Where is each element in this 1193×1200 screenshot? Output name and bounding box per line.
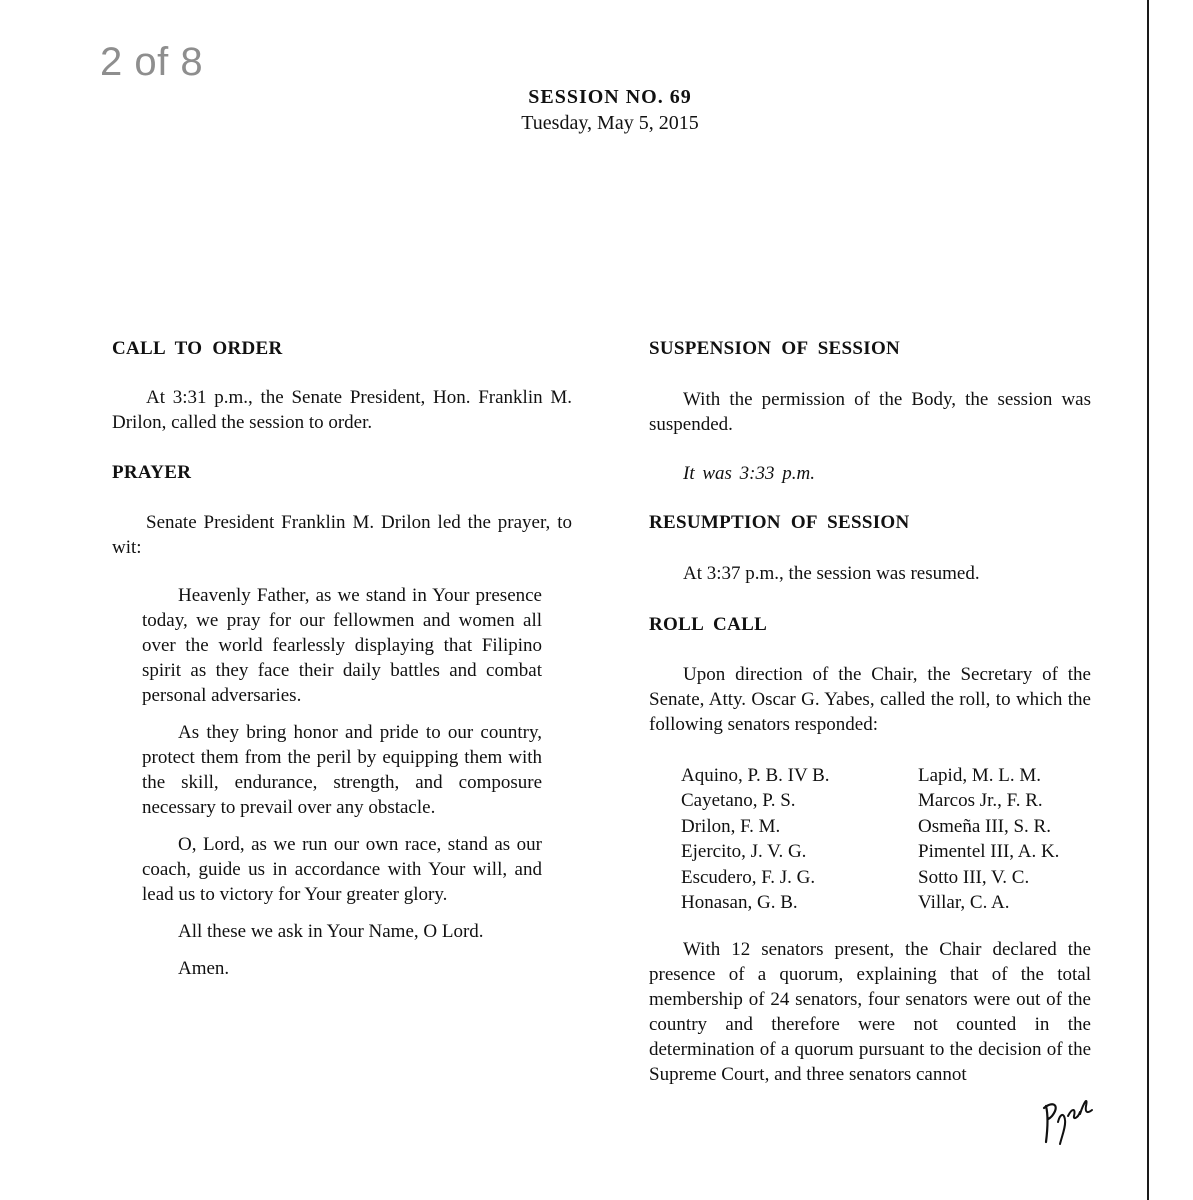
left-column bbox=[112, 336, 572, 981]
suspension-heading: SUSPENSION OF SESSION bbox=[649, 338, 901, 359]
senator-name: Ejercito, J. V. G. bbox=[681, 841, 807, 863]
senator-name: Osmeña III, S. R. bbox=[918, 815, 1051, 837]
senator-name: Marcos Jr., F. R. bbox=[918, 790, 1043, 812]
prayer-paragraph: All these we ask in Your Name, O Lord. bbox=[178, 921, 484, 942]
prayer-heading: PRAYER bbox=[112, 462, 192, 483]
suspension-text: With the permission of the Body, the session was suspended. bbox=[649, 389, 1091, 435]
senator-list-right bbox=[918, 763, 1059, 915]
prayer-closing: Amen. bbox=[178, 958, 230, 979]
prayer-paragraph: O, Lord, as we run our own race, stand as our coach, guide us in accordance with Your will, and lead us to victory for Your greater glory. bbox=[142, 834, 542, 905]
page-indicator: 2 of 8 bbox=[100, 40, 204, 84]
suspension-time: It was 3:33 p.m. bbox=[683, 463, 815, 484]
next-page-edge bbox=[1147, 0, 1193, 1200]
senator-name: Drilon, F. M. bbox=[681, 815, 781, 837]
call-to-order-heading: CALL TO ORDER bbox=[112, 338, 283, 359]
prayer-paragraph: As they bring honor and pride to our country, protect them from the peril by equipping them with the skill, endurance, strength, and composure necessary to prevail over any obstacle. bbox=[142, 722, 542, 818]
prayer-paragraph: Heavenly Father, as we stand in Your presence today, we pray for our fellowmen and women all over the world fearlessly displaying that Filipino spirit as they face their daily battles and combat personal adversaries. bbox=[142, 585, 542, 706]
prayer-intro: Senate President Franklin M. Drilon led the prayer, to wit: bbox=[112, 512, 572, 558]
senator-name: Lapid, M. L. M. bbox=[918, 765, 1041, 786]
handwritten-initials bbox=[1040, 1092, 1096, 1150]
call-to-order-text: At 3:31 p.m., the Senate President, Hon. Franklin M. Drilon, called the session to order. bbox=[112, 387, 572, 433]
senator-name: Pimentel III, A. K. bbox=[918, 841, 1060, 863]
senator-name: Honasan, G. B. bbox=[681, 892, 798, 914]
senator-list-left bbox=[681, 763, 918, 915]
right-column bbox=[649, 336, 1091, 1087]
roll-call-text: Upon direction of the Chair, the Secretary of the Senate, Atty. Oscar G. Yabes, called the roll, to which the following senators responded: bbox=[649, 664, 1091, 735]
senator-name: Cayetano, P. S. bbox=[681, 790, 796, 812]
resumption-heading: RESUMPTION OF SESSION bbox=[649, 512, 910, 533]
session-title: SESSION NO. 69 bbox=[528, 86, 692, 108]
senator-roster bbox=[681, 763, 1091, 915]
session-date: Tuesday, May 5, 2015 bbox=[521, 112, 699, 134]
senator-name: Escudero, F. J. G. bbox=[681, 866, 816, 888]
resumption-text: At 3:37 p.m., the session was resumed. bbox=[683, 563, 980, 584]
senator-name: Sotto III, V. C. bbox=[918, 866, 1030, 888]
senator-name: Villar, C. A. bbox=[918, 892, 1010, 914]
quorum-text: With 12 senators present, the Chair declared the presence of a quorum, explaining that of the total membership of 24 senators, four senators were out of the country and therefore were not counted in the determination of a quorum pursuant to the decision of the Supreme Court, and three senators cannot bbox=[649, 939, 1091, 1086]
roll-call-heading: ROLL CALL bbox=[649, 614, 768, 635]
senator-name: Aquino, P. B. IV B. bbox=[681, 765, 830, 786]
